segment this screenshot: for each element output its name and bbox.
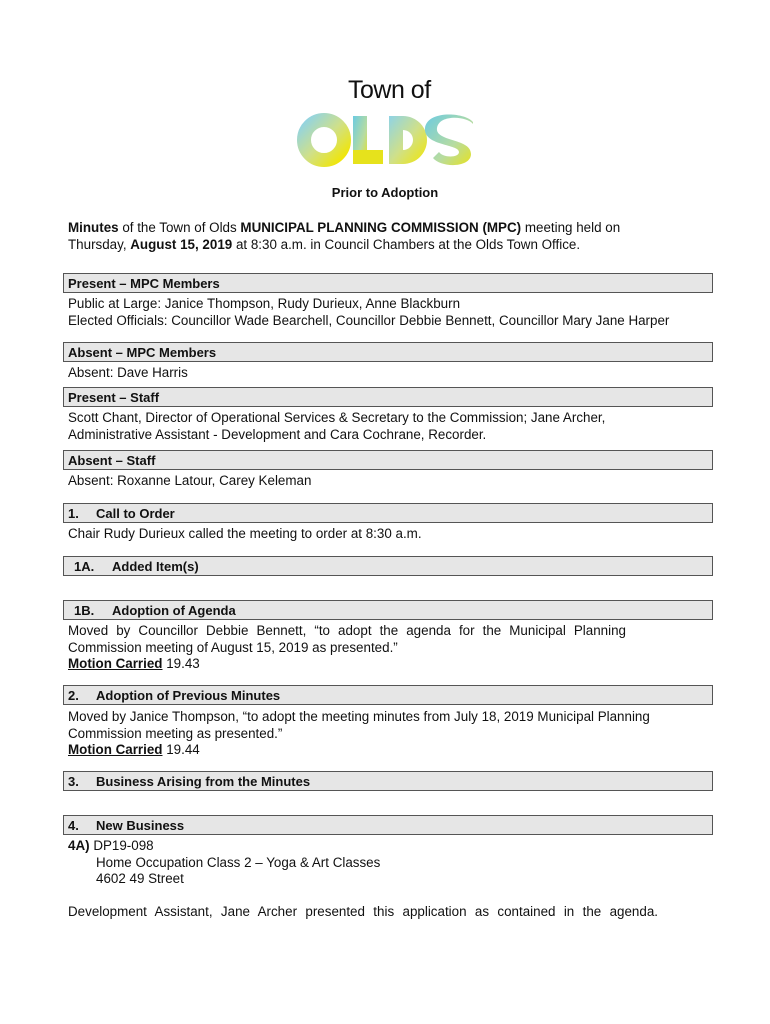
- motion-number: 19.43: [162, 656, 200, 671]
- minutes-motion-line: Commission meeting as presented.”: [68, 725, 283, 741]
- new-business-paragraph: Development Assistant, Jane Archer presented this application as contained in the agenda.: [68, 904, 658, 919]
- section-heading-call-to-order: [63, 503, 713, 523]
- logo-town-of-text: Town of: [348, 76, 431, 104]
- section-number: 4.: [68, 818, 79, 833]
- section-heading-new-business: [63, 815, 713, 835]
- item-address: 4602 49 Street: [96, 871, 184, 886]
- intro-commission-name: MUNICIPAL PLANNING COMMISSION (MPC): [240, 220, 522, 235]
- motion-carried-label: Motion Carried: [68, 656, 163, 671]
- present-staff-line: Administrative Assistant - Development and Cara Cochrane, Recorder.: [68, 426, 487, 442]
- section-heading-present-staff: Present – Staff: [63, 387, 713, 407]
- item-description: Home Occupation Class 2 – Yoga & Art Classes: [96, 854, 381, 870]
- section-number: 1B.: [74, 603, 95, 618]
- new-business-item: [68, 838, 718, 888]
- intro-minutes-word: Minutes: [68, 220, 119, 235]
- section-number: 1A.: [74, 559, 95, 574]
- intro-text: Thursday,: [68, 237, 131, 252]
- section-number: 3.: [68, 774, 79, 789]
- intro-text: of the Town of Olds: [118, 220, 241, 235]
- minutes-intro: [68, 219, 718, 253]
- item-permit-number: DP19-098: [93, 838, 154, 853]
- section-title: Adoption of Agenda: [112, 603, 236, 618]
- motion-number: 19.44: [162, 742, 200, 757]
- call-to-order-line: Chair Rudy Durieux called the meeting to order at 8:30 a.m.: [68, 526, 422, 541]
- present-elected-line: Elected Officials: Councillor Wade Bearchell, Councillor Debbie Bennett, Councillor Mary Jane Harper: [68, 312, 670, 328]
- agenda-motion-line: Moved by Councillor Debbie Bennett, “to adopt the agenda for the Municipal Planning: [68, 623, 626, 638]
- section-title: Adoption of Previous Minutes: [96, 688, 281, 703]
- present-public-line: Public at Large: Janice Thompson, Rudy Durieux, Anne Blackburn: [68, 296, 461, 311]
- item-label: 4A): [68, 838, 90, 853]
- adoption-agenda-body: [68, 623, 626, 673]
- section-number: 1.: [68, 506, 79, 521]
- absent-staff-line: Absent: Roxanne Latour, Carey Keleman: [68, 473, 312, 488]
- minutes-motion-result: [68, 742, 718, 759]
- motion-carried-label: Motion Carried: [68, 742, 163, 757]
- section-number: 2.: [68, 688, 79, 703]
- section-heading-absent-members: Absent – MPC Members: [63, 342, 713, 362]
- section-heading-business-arising: [63, 771, 713, 791]
- adoption-minutes-body: [68, 709, 718, 759]
- absent-members-line: Absent: Dave Harris: [68, 365, 188, 380]
- present-staff-line: Scott Chant, Director of Operational Services & Secretary to the Commission; Jane Archer,: [68, 410, 606, 425]
- agenda-motion-line: Commission meeting of August 15, 2019 as presented.”: [68, 639, 398, 655]
- section-heading-present-members: Present – MPC Members: [63, 273, 713, 293]
- agenda-motion-result: [68, 656, 626, 673]
- intro-text: at 8:30 a.m. in Council Chambers at the Olds Town Office.: [232, 237, 581, 252]
- intro-meeting-date: August 15, 2019: [130, 237, 233, 252]
- section-heading-added-items: [63, 556, 713, 576]
- section-title: New Business: [96, 818, 185, 833]
- section-title: Call to Order: [96, 506, 175, 521]
- minutes-motion-line: Moved by Janice Thompson, “to adopt the meeting minutes from July 18, 2019 Municipal Planning: [68, 709, 650, 724]
- present-members-body: [68, 296, 718, 329]
- present-staff-body: [68, 410, 718, 443]
- intro-text: meeting held on: [521, 220, 621, 235]
- section-title: Added Item(s): [112, 559, 199, 574]
- section-heading-adoption-minutes: [63, 685, 713, 705]
- town-of-olds-logo: [297, 112, 479, 168]
- section-heading-absent-staff: Absent – Staff: [63, 450, 713, 470]
- section-title: Business Arising from the Minutes: [96, 774, 311, 789]
- item-first-line: [68, 838, 718, 855]
- section-heading-adoption-agenda: [63, 600, 713, 620]
- document-status: Prior to Adoption: [331, 185, 439, 200]
